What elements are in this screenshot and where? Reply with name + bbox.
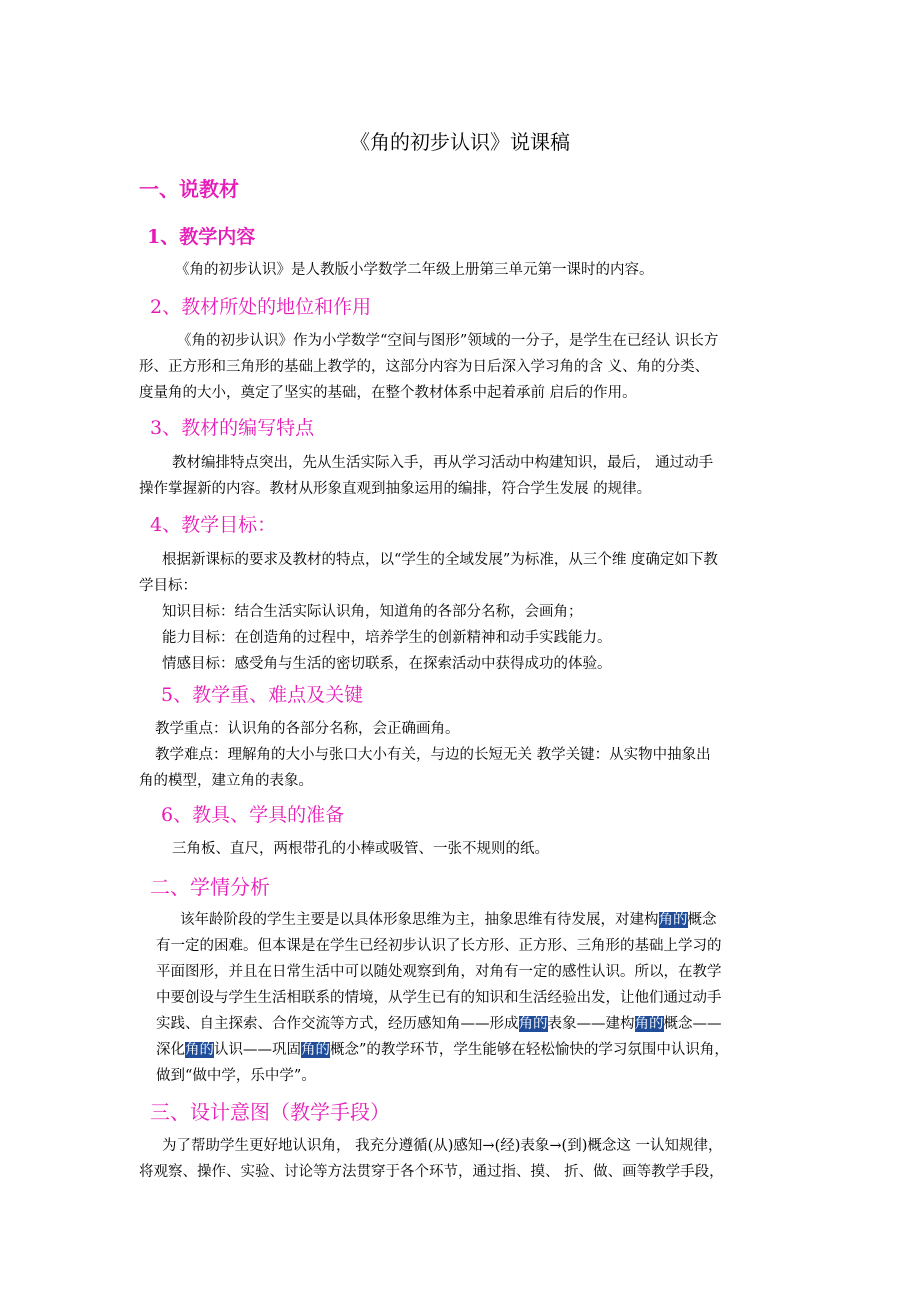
section-3-heading: 三、设计意图（教学手段）	[150, 1100, 390, 1124]
goal-knowledge: 知识目标：结合生活实际认识角，知道角的各部分名称，会画角；	[162, 604, 583, 620]
paragraph: 《角的初步认识》是人教版小学数学二年级上册第三单元第一课时的内容。	[175, 262, 654, 278]
text-run: 概念——	[663, 1016, 722, 1032]
paragraph-line: 学目标：	[139, 578, 197, 594]
search-highlight: 角的	[518, 1016, 548, 1032]
search-highlight: 角的	[185, 1042, 214, 1058]
paragraph-line	[156, 1037, 729, 1063]
paragraph: 三角板、直尺，两根带孔的小棒或吸管、一张不规则的纸。	[172, 841, 549, 857]
paragraph-line: 度量角的大小，奠定了坚实的基础，在整个教材体系中起着承前 启后的作用。	[139, 385, 637, 401]
paragraph-line: 为了帮助学生更好地认识角， 我充分遵循(从)感知→(经)表象→(到)概念这 一认知规律，	[162, 1138, 723, 1154]
subsection-1-6-heading: 6、教具、学具的准备	[161, 804, 345, 826]
paragraph-line: 有一定的困难。但本课是在学生已经初步认识了长方形、正方形、三角形的基础上学习的	[156, 938, 722, 954]
paragraph-line: 操作掌握新的内容。教材从形象直观到抽象运用的编排，符合学生发展 的规律。	[139, 481, 652, 497]
paragraph-line: 角的模型，建立角的表象。	[139, 773, 313, 789]
text-run: 概念	[687, 912, 717, 928]
paragraph-line	[180, 907, 717, 933]
paragraph-line: 教学重点：认识角的各部分名称，会正确画角。	[155, 721, 460, 737]
subsection-1-5-heading: 5、教学重、难点及关键	[161, 684, 364, 706]
text-run: 该年龄阶段的学生主要是以具体形象思维为主，抽象思维有待发展，对建构	[180, 912, 659, 928]
paragraph-line: 形、正方形和三角形的基础上教学的，这部分内容为日后深入学习角的含 义、角的分类、	[139, 359, 710, 375]
goal-emotion: 情感目标：感受角与生活的密切联系，在探索活动中获得成功的体验。	[162, 656, 612, 672]
text-run: 表象——建构	[547, 1016, 635, 1032]
paragraph-line: 平面图形，并且在日常生活中可以随处观察到角，对角有一定的感性认识。所以，在教学	[156, 964, 722, 980]
goal-ability: 能力目标：在创造角的过程中，培养学生的创新精神和动手实践能力。	[162, 630, 612, 646]
search-highlight: 角的	[658, 912, 688, 928]
text-run: 概念”的教学环节，学生能够在轻松愉快的学习氛围中认识角，	[330, 1042, 729, 1058]
text-run: 认识——巩固	[214, 1042, 301, 1058]
text-run: 实践、自主探索、合作交流等方式，经历感知角——形成	[156, 1016, 519, 1032]
paragraph-line: 教学难点：理解角的大小与张口大小有关，与边的长短无关 教学关键：从实物中抽象出	[155, 747, 711, 763]
search-highlight: 角的	[301, 1042, 330, 1058]
section-2-heading: 二、学情分析	[150, 875, 270, 899]
paragraph-line: 根据新课标的要求及教材的特点，以“学生的全域发展”为标准，从三个维 度确定如下教	[162, 552, 718, 568]
subsection-1-2-heading: 2、教材所处的地位和作用	[150, 296, 372, 318]
subsection-1-4-heading: 4、教学目标：	[150, 514, 277, 536]
document-title: 《角的初步认识》说课稿	[350, 130, 570, 154]
search-highlight: 角的	[634, 1016, 664, 1032]
paragraph-line: 中要创设与学生生活相联系的情境，从学生已有的知识和生活经验出发，让他们通过动手	[156, 990, 722, 1006]
subsection-1-1-heading: 1、教学内容	[147, 226, 256, 248]
paragraph-line: 做到“做中学，乐中学”。	[156, 1068, 316, 1084]
paragraph-line: 《角的初步认识》作为小学数学“空间与图形”领域的一分子，是学生在已经认 识长方	[177, 333, 719, 349]
text-run: 深化	[156, 1042, 185, 1058]
paragraph-line: 将观察、操作、实验、讨论等方法贯穿于各个环节，通过指、摸、 折、做、画等教学手段，	[139, 1164, 724, 1180]
paragraph-line	[156, 1011, 722, 1037]
subsection-1-3-heading: 3、教材的编写特点	[150, 417, 315, 439]
paragraph-line: 教材编排特点突出，先从生活实际入手，再从学习活动中构建知识，最后， 通过动手	[172, 455, 714, 471]
section-1-heading: 一、说教材	[139, 177, 239, 201]
